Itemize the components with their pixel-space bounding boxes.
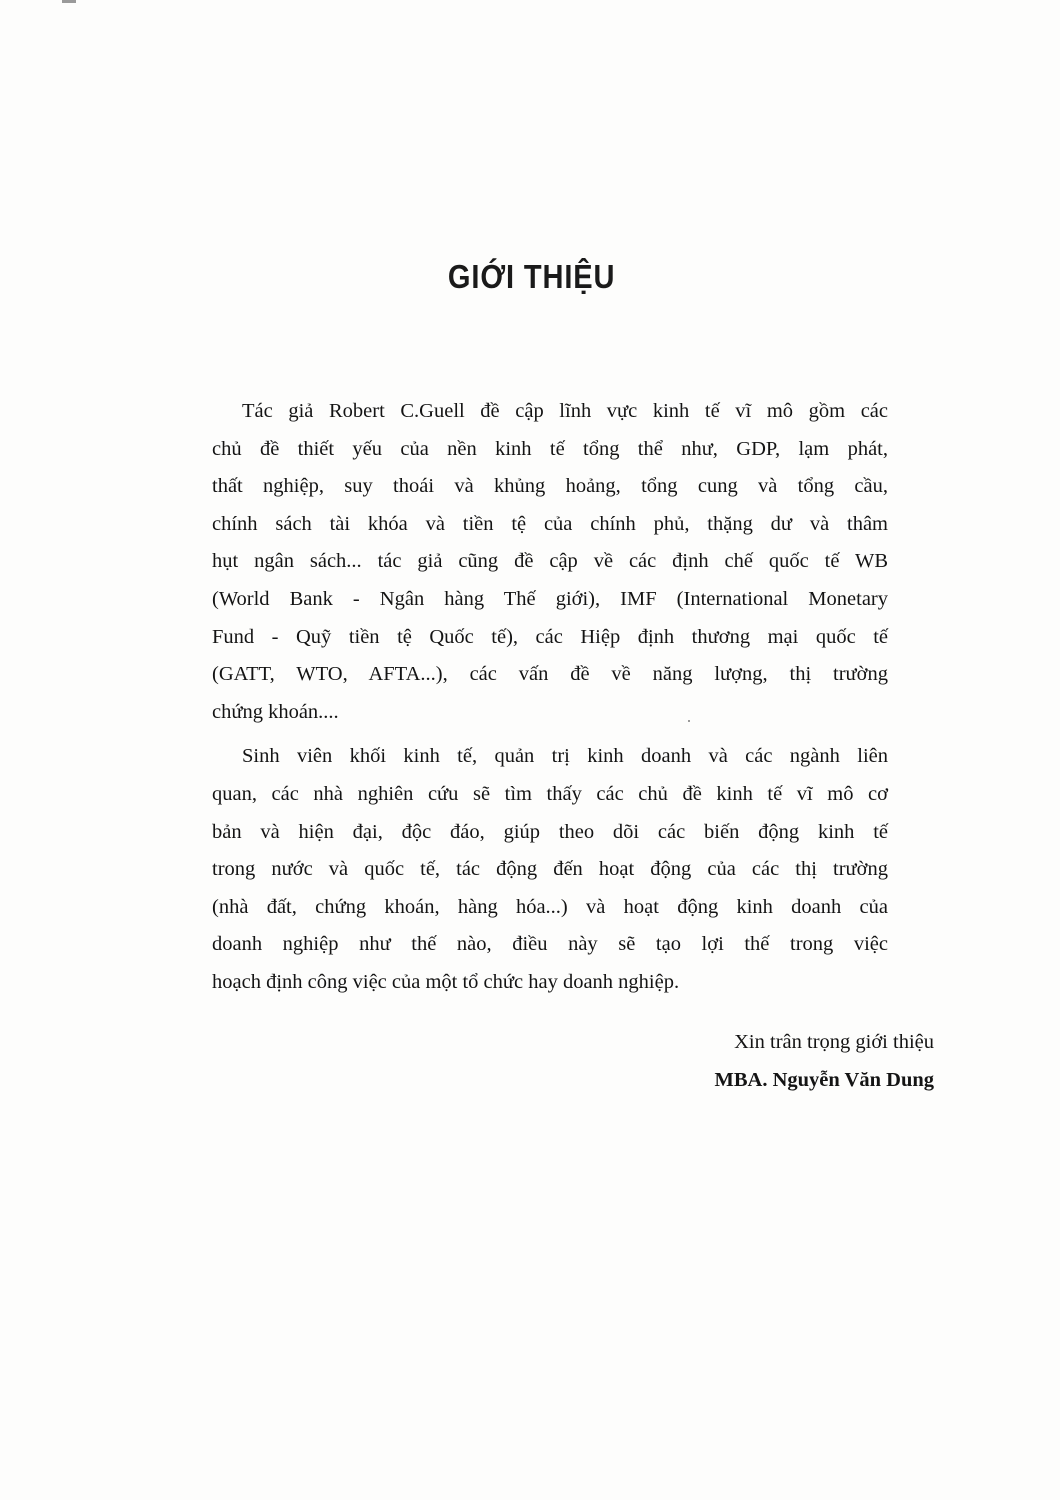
text-line: chủ đề thiết yếu của nền kinh tế tổng thể như, GDP, lạm phát, [212,437,888,460]
text-line: chứng khoán.... [212,700,339,723]
text-line: (GATT, WTO, AFTA...), các vấn đề về năng lượng, thị trường [212,663,888,686]
closing-line: Xin trân trọng giới thiệu [734,1031,934,1053]
author-name: MBA. Nguyễn Văn Dung [714,1068,934,1091]
text-line: Fund - Quỹ tiền tệ Quốc tế), các Hiệp định thương mại quốc tế [212,625,888,648]
text-line: Tác giả Robert C.Guell đề cập lĩnh vực kinh tế vĩ mô gồm các [242,400,888,422]
text-line: Sinh viên khối kinh tế, quản trị kinh doanh và các ngành liên [242,745,888,768]
text-line: hụt ngân sách... tác giả cũng đề cập về các định chế quốc tế WB [212,550,888,573]
text-line: doanh nghiệp như thế nào, điều này sẽ tạo lợi thế trong việc [212,933,888,956]
intro-paragraph-1 [212,393,888,731]
text-line: hoạch định công việc của một tổ chức hay doanh nghiệp. [212,970,680,993]
scan-mark [62,0,76,3]
body-text [212,393,888,1002]
text-line: bản và hiện đại, độc đáo, giúp theo dõi các biến động kinh tế [212,820,888,843]
text-line: thất nghiệp, suy thoái và khủng hoảng, tổng cung và tổng cầu, [212,475,888,498]
text-line: trong nước và quốc tế, tác động đến hoạt động của các thị trường [212,858,888,881]
intro-paragraph-2 [212,738,888,1001]
text-line: quan, các nhà nghiên cứu sẽ tìm thấy các chủ đề kinh tế vĩ mô cơ [212,782,888,805]
signature-block [715,1024,934,1099]
text-line: (nhà đất, chứng khoán, hàng hóa...) và hoạt động kinh doanh của [212,895,888,918]
page-title: GIỚI THIỆU [447,258,616,295]
text-line: chính sách tài khóa và tiền tệ của chính phủ, thặng dư và thâm [212,512,888,535]
text-line: (World Bank - Ngân hàng Thế giới), IMF (International Monetary [212,587,888,610]
